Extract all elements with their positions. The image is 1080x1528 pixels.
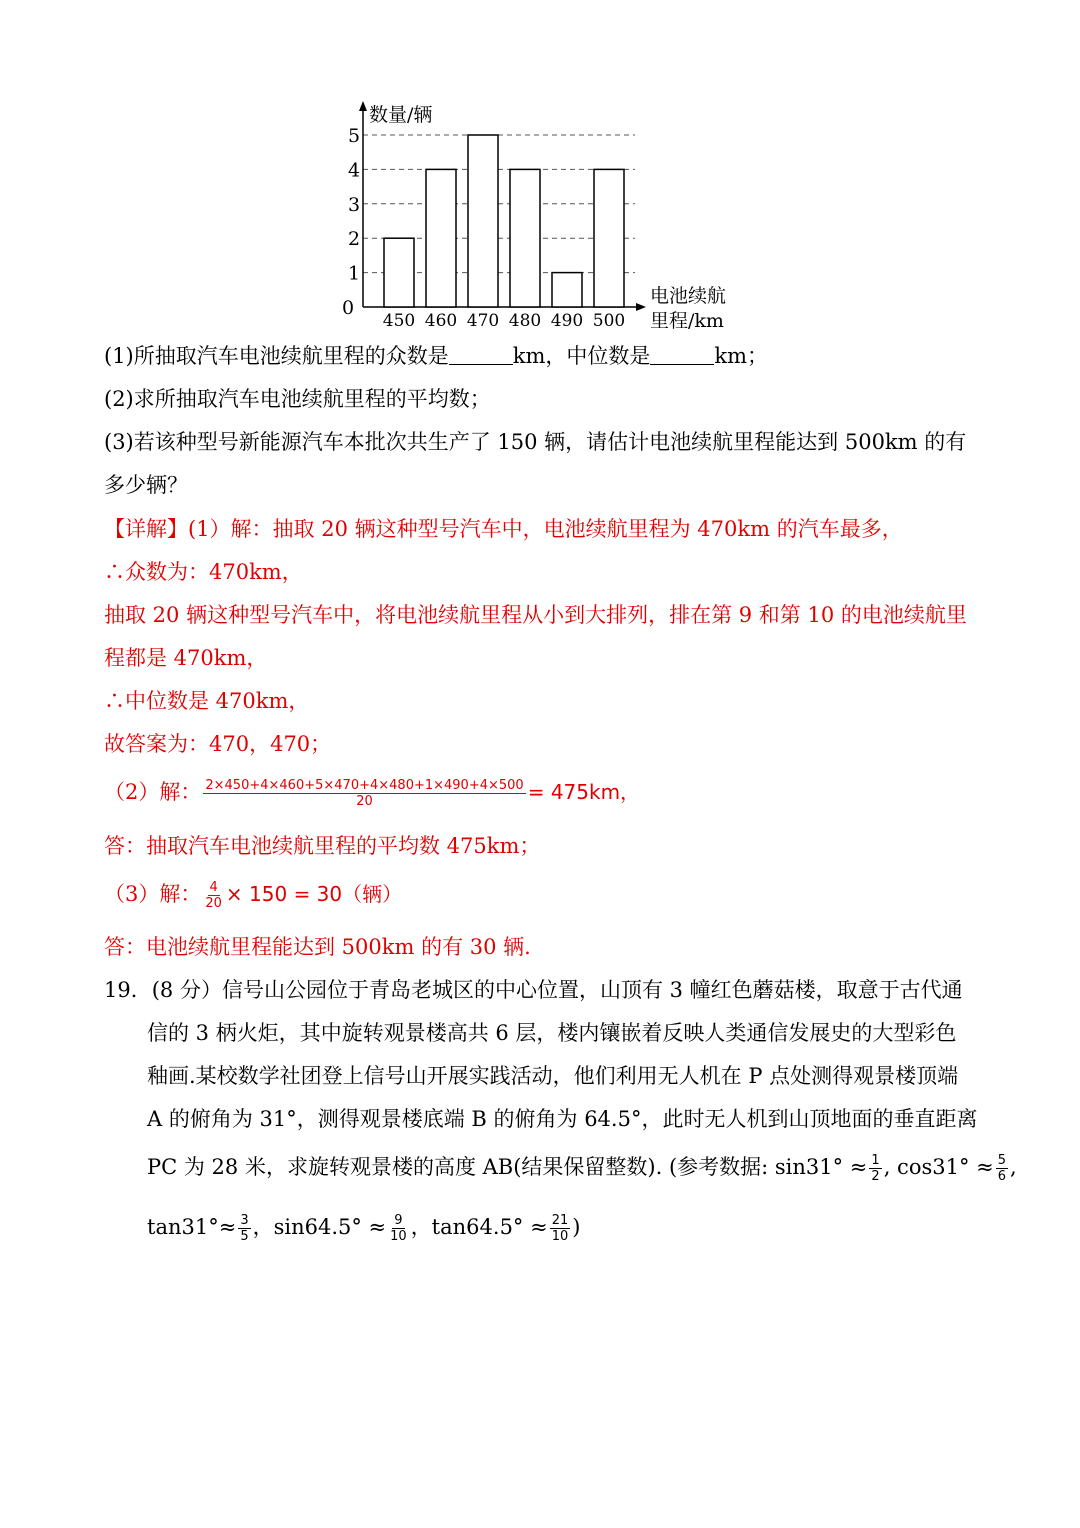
- solution-line-5: ∴中位数是 470km，: [104, 689, 310, 713]
- answer-blank-median: [650, 342, 714, 365]
- s9-result: × 150 = 30（辆）: [225, 882, 403, 906]
- x-axis-title-line2: 里程/km: [650, 310, 724, 332]
- sin645-fraction: [388, 1213, 409, 1244]
- q19-line-6: [147, 1212, 580, 1244]
- question-3-line1: (3)若该种型号新能源汽车本批次共生产了 150 辆，请估计电池续航里程能达到 500km 的有: [104, 430, 967, 454]
- q1-text-b: km，中位数是: [512, 344, 651, 368]
- bar-chart: [330, 95, 750, 345]
- bar: [468, 135, 498, 307]
- bar: [426, 169, 456, 307]
- bar: [510, 169, 540, 307]
- bar: [384, 238, 414, 307]
- sin31-den: 2: [871, 1169, 880, 1184]
- solution-line-8: 答：抽取汽车电池续航里程的平均数 475km；: [104, 834, 541, 858]
- mean-fraction-denominator: 20: [356, 794, 373, 809]
- x-tick-label: 500: [592, 311, 626, 331]
- x-tick-label: 470: [466, 311, 500, 331]
- x-axis-title-line1: 电池续航: [650, 285, 727, 307]
- q19-line-1: 19．(8 分）信号山公园位于青岛老城区的中心位置，山顶有 3 幢红色蘑菇楼，取意于古代通: [104, 978, 963, 1002]
- solution-line-6: 故答案为：470，470；: [104, 732, 332, 756]
- solution-line-3: 抽取 20 辆这种型号汽车中，将电池续航里程从小到大排列，排在第 9 和第 10 的电池续航里: [104, 603, 967, 627]
- mean-fraction-numerator: 2×450+4×460+5×470+4×480+1×490+4×500: [205, 778, 524, 793]
- tan31-den: 5: [240, 1229, 249, 1244]
- x-tick-label: 460: [424, 311, 458, 331]
- solution-line-2: ∴众数为：470km，: [104, 560, 303, 584]
- x-axis-arrow: [636, 303, 646, 311]
- question-1: [104, 341, 768, 371]
- tan31-fraction: [238, 1213, 250, 1244]
- sin645-num: 9: [394, 1213, 403, 1228]
- solution-line-7: [104, 777, 640, 809]
- s7-prefix: （2）解：: [104, 780, 202, 804]
- chart-canvas: [330, 95, 750, 345]
- question-3-line2: 多少辆？: [104, 473, 188, 497]
- cos31-den: 6: [997, 1169, 1007, 1184]
- y-tick-label: 4: [347, 159, 361, 182]
- s7-result: = 475km，: [527, 780, 641, 804]
- q1-text-a: (1)所抽取汽车电池续航里程的众数是: [104, 344, 449, 368]
- q1-text-c: km；: [714, 344, 769, 368]
- x-tick-label: 480: [508, 311, 542, 331]
- s9-prefix: （3）解：: [104, 882, 202, 906]
- tan645-fraction: [550, 1213, 571, 1244]
- q19-l6-text-a: tan31°≈: [147, 1215, 237, 1239]
- x-tick-label: 490: [550, 311, 584, 331]
- y-tick-label: 2: [347, 228, 361, 251]
- q19-l6-text-c: ，tan64.5° ≈: [410, 1215, 548, 1239]
- q19-l5-text-b: , cos31° ≈: [883, 1155, 994, 1179]
- cos31-fraction: [996, 1153, 1008, 1184]
- sin645-den: 10: [390, 1229, 407, 1244]
- tan645-den: 10: [551, 1229, 569, 1244]
- q19-l5-text-c: ,: [1010, 1155, 1017, 1179]
- solution-line-4: 程都是 470km，: [104, 646, 268, 670]
- mean-fraction: [203, 778, 525, 809]
- q19-line-5: [147, 1152, 1017, 1184]
- q19-line-4: A 的俯角为 31°，测得观景楼底端 B 的俯角为 64.5°，此时无人机到山顶地面的垂直距离: [147, 1107, 978, 1131]
- ratio-fraction-denominator: 20: [205, 896, 222, 911]
- tan645-num: 21: [551, 1213, 569, 1228]
- ratio-fraction-numerator: 4: [209, 880, 218, 895]
- solution-line-9: [104, 879, 402, 911]
- question-2: (2)求所抽取汽车电池续航里程的平均数；: [104, 387, 491, 411]
- q19-l6-text-d: ): [572, 1215, 581, 1239]
- q19-line-2: 信的 3 柄火炬，其中旋转观景楼高共 6 层，楼内镶嵌着反映人类通信发展史的大型彩色: [147, 1021, 957, 1045]
- y-axis-arrow: [359, 101, 367, 111]
- solution-line-1: 【详解】(1）解：抽取 20 辆这种型号汽车中，电池续航里程为 470km 的汽车最多，: [104, 517, 903, 541]
- y-tick-label: 0: [341, 297, 355, 319]
- x-tick-label: 450: [382, 311, 416, 331]
- y-axis-title: 数量/辆: [369, 104, 433, 126]
- q19-l6-text-b: ，sin64.5° ≈: [252, 1215, 387, 1239]
- q19-line-3: 釉画.某校数学社团登上信号山开展实践活动，他们利用无人机在 P 点处测得观景楼顶端: [147, 1064, 959, 1088]
- solution-line-10: 答：电池续航里程能达到 500km 的有 30 辆.: [104, 935, 531, 959]
- q19-l5-text-a: PC 为 28 米，求旋转观景楼的高度 AB(结果保留整数). (参考数据: sin31° ≈: [147, 1155, 868, 1179]
- y-tick-label: 5: [347, 125, 361, 147]
- bar: [552, 273, 582, 307]
- ratio-fraction: [203, 880, 224, 911]
- tan31-num: 3: [240, 1213, 249, 1228]
- sin31-num: 1: [871, 1153, 880, 1168]
- bar: [594, 169, 624, 307]
- answer-blank-mode: [449, 342, 513, 365]
- y-tick-label: 1: [347, 262, 361, 285]
- y-tick-label: 3: [347, 193, 361, 216]
- sin31-fraction: [869, 1153, 881, 1184]
- cos31-num: 5: [997, 1153, 1007, 1168]
